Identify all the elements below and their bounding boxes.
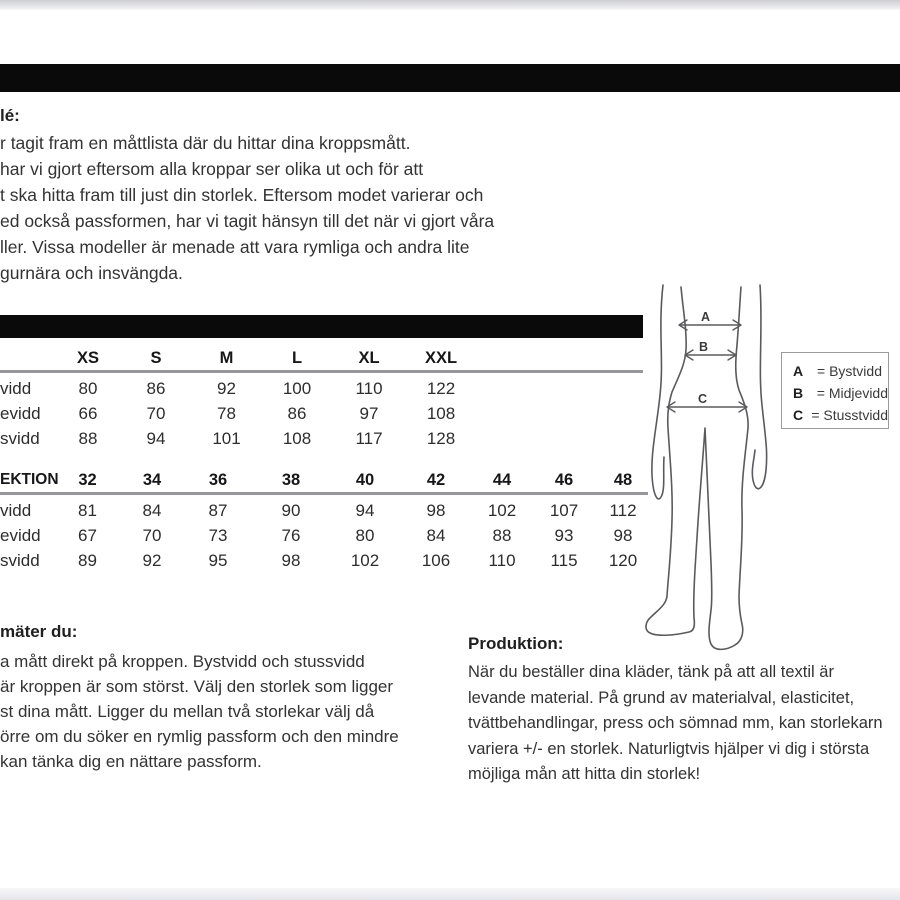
table-column-header: 42	[426, 470, 446, 489]
table-cell: 90	[281, 500, 301, 520]
table-column-header: 36	[208, 470, 228, 489]
table-cell: 94	[355, 500, 375, 520]
table-row-label: svidd	[0, 550, 40, 570]
table-cell: 128	[426, 428, 456, 448]
intro-line: ller. Vissa modeller är menade att vara rymliga och andra lite	[0, 237, 470, 257]
table-cell: 86	[146, 378, 166, 398]
table-cell: 88	[78, 428, 98, 448]
arrow-waist	[685, 350, 736, 360]
legend-row	[793, 382, 888, 404]
production-section	[468, 634, 900, 788]
table-cell: 87	[208, 500, 228, 520]
table-row	[0, 498, 660, 523]
table-row-label: evidd	[0, 403, 41, 423]
production-line: variera +/- en storlek. Naturligtvis hjälper vi dig i största	[468, 739, 870, 758]
table-row-label: evidd	[0, 525, 41, 545]
table-row-label: vidd	[0, 500, 32, 520]
table-cell: 89	[78, 550, 97, 570]
how-to-measure-line: st dina mått. Ligger du mellan två storlekar välj då	[0, 702, 375, 721]
table-column-header: XXL	[424, 348, 458, 367]
legend-term: = Bystvidd	[817, 363, 882, 379]
figure-label-a: A	[701, 310, 711, 324]
table-cell: 100	[282, 378, 312, 398]
table-column-header: 40	[355, 470, 375, 489]
table-cell: 110	[488, 550, 516, 570]
legend-letter: C	[793, 407, 804, 423]
table-cell: 88	[492, 525, 512, 545]
table-cell: 80	[78, 378, 98, 398]
legend-letter: A	[793, 363, 804, 379]
table-cell: 108	[426, 403, 456, 423]
legend-row	[793, 360, 888, 382]
table-cell: 84	[426, 525, 446, 545]
table-cell: 97	[359, 403, 379, 423]
table-cell: 93	[554, 525, 574, 545]
table-column-header: 34	[142, 470, 162, 489]
figure-label-b: B	[699, 340, 709, 354]
table-cell: 112	[609, 500, 637, 520]
intro-heading-fragment: lé:	[0, 106, 20, 125]
intro-paragraph	[0, 130, 494, 286]
how-to-measure-heading-fragment: mäter du:	[0, 622, 78, 641]
table-cell: 115	[550, 550, 578, 570]
production-heading: Produktion:	[468, 634, 564, 653]
table-column-header: 46	[554, 470, 574, 489]
table-cell: 70	[142, 525, 162, 545]
table-column-header: M	[219, 348, 234, 367]
table-cell: 94	[146, 428, 166, 448]
table-cell: 107	[549, 500, 579, 520]
table-cell: 70	[146, 403, 166, 423]
table-cell: 67	[78, 525, 97, 545]
table-header-black-bar	[0, 315, 643, 338]
how-to-measure-line: kan tänka dig en nättare passform.	[0, 752, 262, 771]
table-cell: 81	[78, 500, 97, 520]
body-measurement-figure	[643, 278, 780, 663]
table-cell: 106	[421, 550, 451, 570]
table-row-label: svidd	[0, 428, 40, 448]
legend-row	[793, 404, 888, 426]
table-column-header: L	[291, 348, 303, 367]
how-to-measure-line: a mått direkt på kroppen. Bystvidd och stussvidd	[0, 652, 365, 671]
production-line: möjliga mån att hitta din storlek!	[468, 765, 701, 783]
size-table-numeric-header	[0, 468, 660, 492]
legend-term: = Midjevidd	[816, 385, 888, 401]
table-row-label: vidd	[0, 378, 32, 398]
legend-term: = Stusstvidd	[811, 407, 888, 423]
table-cell: 92	[142, 550, 162, 570]
table-rule	[0, 492, 648, 495]
table-cell: 98	[426, 500, 446, 520]
production-line: levande material. På grund av materialval, elasticitet,	[468, 688, 855, 707]
photo-edge-top	[0, 0, 900, 10]
how-to-measure-line: örre om du söker en rymlig passform och den mindre	[0, 727, 399, 746]
table-rule	[0, 370, 643, 373]
top-black-bar	[0, 64, 900, 92]
table-column-header: 32	[78, 470, 97, 489]
table-cell: 110	[355, 378, 383, 398]
table-column-header: 38	[281, 470, 301, 489]
intro-section	[0, 106, 494, 286]
table-cell: 86	[287, 403, 307, 423]
how-to-measure-paragraph	[0, 649, 399, 774]
table-cell: 98	[281, 550, 301, 570]
table-cell: 108	[282, 428, 312, 448]
how-to-measure-section	[0, 622, 399, 774]
table-row	[0, 548, 660, 573]
table-column-header: XS	[76, 348, 99, 367]
table-cell: 80	[355, 525, 375, 545]
table-header-label: EKTION	[0, 471, 59, 488]
table-column-header: S	[150, 348, 162, 367]
table-row	[0, 376, 660, 401]
table-row	[0, 401, 660, 426]
table-cell: 120	[608, 550, 638, 570]
figure-right-arm	[752, 285, 766, 489]
table-column-header: XL	[358, 348, 380, 367]
figure-label-c: C	[698, 392, 708, 406]
production-line: När du beställer dina kläder, tänk på att all textil är	[468, 663, 834, 681]
table-cell: 95	[208, 550, 228, 570]
table-column-header: 44	[492, 470, 512, 489]
table-cell: 101	[212, 428, 241, 448]
production-paragraph	[468, 660, 900, 788]
table-cell: 102	[487, 500, 517, 520]
intro-line: gurnära och insvängda.	[0, 263, 183, 283]
table-column-header: 48	[613, 470, 633, 489]
table-row	[0, 523, 660, 548]
size-table-letter	[0, 346, 660, 451]
table-cell: 117	[355, 428, 383, 448]
intro-line: r tagit fram en måttlista där du hittar dina kroppsmått.	[0, 133, 411, 153]
table-cell: 98	[613, 525, 633, 545]
intro-line: ed också passformen, har vi tagit hänsyn till det när vi gjort våra	[0, 211, 495, 231]
legend-letter: B	[793, 385, 804, 401]
table-cell: 92	[217, 378, 236, 398]
intro-line: har vi gjort eftersom alla kroppar ser olika ut och för att	[0, 159, 424, 179]
table-cell: 122	[426, 378, 456, 398]
table-row	[0, 426, 660, 451]
intro-line: t ska hitta fram till just din storlek. Eftersom modet varierar och	[0, 185, 484, 205]
size-table-numeric	[0, 468, 660, 573]
photo-edge-bottom	[0, 888, 900, 900]
table-cell: 78	[217, 403, 236, 423]
how-to-measure-line: är kroppen är som störst. Välj den storlek som ligger	[0, 677, 394, 696]
measurement-legend	[781, 352, 889, 429]
size-table-letter-header	[0, 346, 660, 370]
production-line: tvättbehandlingar, press och sömnad mm, kan storlekarn	[468, 714, 883, 732]
table-cell: 73	[208, 525, 228, 545]
table-cell: 84	[142, 500, 162, 520]
table-cell: 76	[281, 525, 301, 545]
figure-left-arm	[652, 285, 664, 499]
table-cell: 66	[78, 403, 98, 423]
table-cell: 102	[350, 550, 380, 570]
